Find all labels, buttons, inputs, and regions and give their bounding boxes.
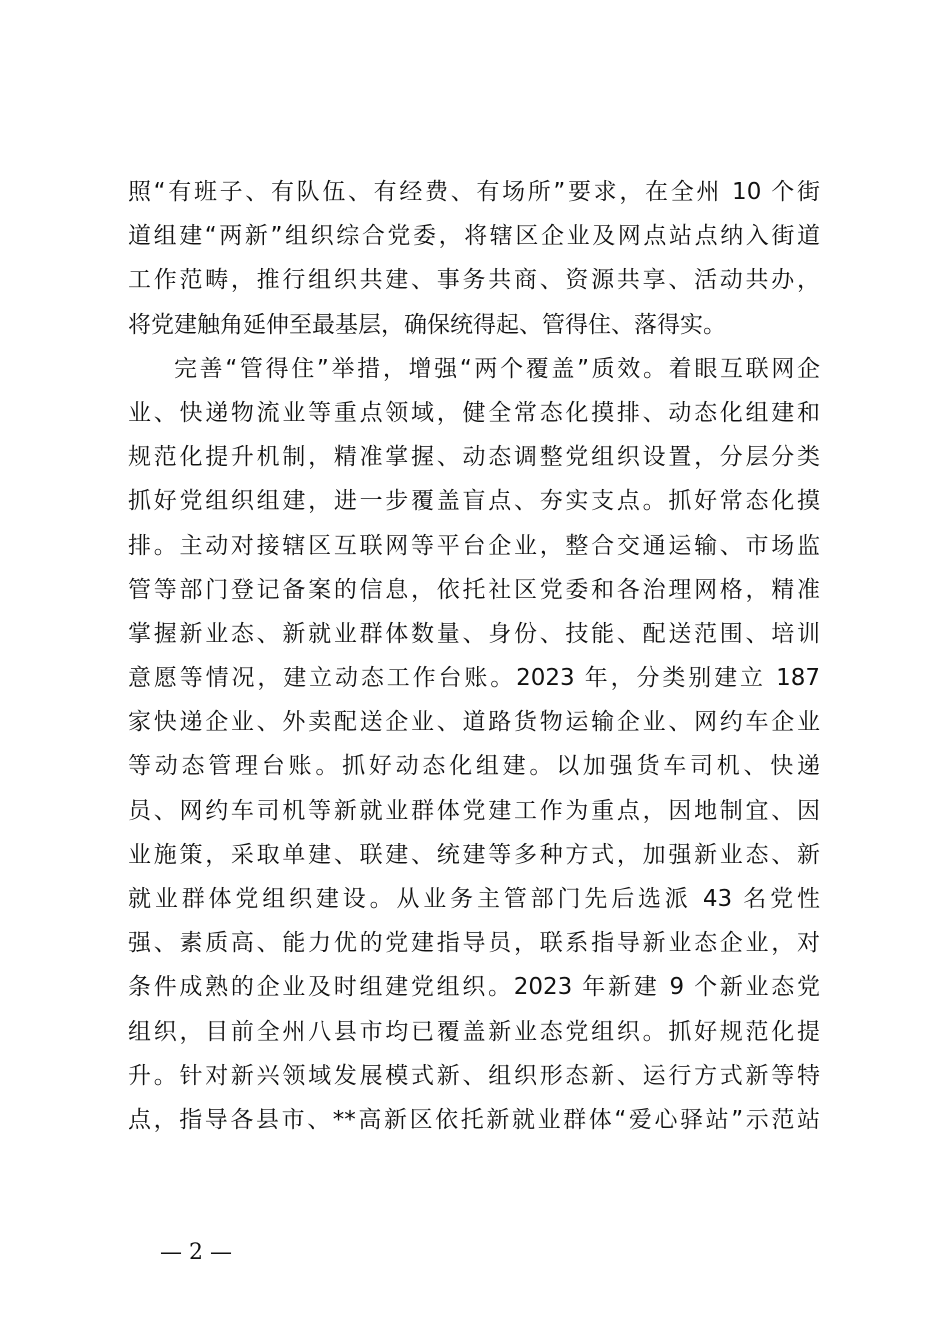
page-number: — 2 — (160, 1240, 232, 1265)
text-line: 员、网约车司机等新就业群体党建工作为重点，因地制宜、因 (128, 797, 820, 824)
text-line: 点，指导各县市、**高新区依托新就业群体“爱心驿站”示范站 (128, 1106, 820, 1133)
text-line: 组织，目前全州八县市均已覆盖新业态党组织。抓好规范化提 (128, 1018, 820, 1045)
text-line: 管等部门登记备案的信息，依托社区党委和各治理网格，精准 (128, 576, 820, 603)
paragraph (128, 170, 820, 347)
text-line: 等动态管理台账。抓好动态化组建。以加强货车司机、快递 (128, 753, 820, 780)
text-line: 排。主动对接辖区互联网等平台企业，整合交通运输、市场监 (128, 532, 820, 559)
text-line: 照“有班子、有队伍、有经费、有场所”要求，在全州 10 个街 (128, 179, 820, 205)
paragraph (128, 347, 820, 1142)
text-line: 掌握新业态、新就业群体数量、身份、技能、配送范围、培训 (128, 620, 820, 647)
text-line: 意愿等情况，建立动态工作台账。2023 年，分类别建立 187 (128, 665, 820, 692)
text-line: 完善“管得住”举措，增强“两个覆盖”质效。着眼互联网企 (174, 355, 820, 382)
text-line: 家快递企业、外卖配送企业、道路货物运输企业、网约车企业 (128, 709, 820, 736)
text-line: 业施策，采取单建、联建、统建等多种方式，加强新业态、新 (128, 841, 820, 868)
document-body (128, 170, 820, 1142)
text-line: 升。针对新兴领域发展模式新、组织形态新、运行方式新等特 (128, 1062, 820, 1089)
text-line: 抓好党组织组建，进一步覆盖盲点、夯实支点。抓好常态化摸 (128, 488, 820, 515)
text-line: 工作范畴，推行组织共建、事务共商、资源共享、活动共办， (128, 267, 820, 294)
text-line: 将党建触角延伸至最基层，确保统得起、管得住、落得实。 (128, 311, 726, 338)
text-line: 强、素质高、能力优的党建指导员，联系指导新业态企业，对 (128, 930, 820, 957)
text-line: 条件成熟的企业及时组建党组织。2023 年新建 9 个新业态党 (128, 974, 820, 1001)
text-line: 业、快递物流业等重点领域，健全常态化摸排、动态化组建和 (128, 399, 820, 426)
text-line: 规范化提升机制，精准掌握、动态调整党组织设置，分层分类 (128, 444, 820, 471)
text-line: 就业群体党组织建设。从业务主管部门先后选派 43 名党性 (128, 886, 820, 912)
text-line: 道组建“两新”组织综合党委，将辖区企业及网点站点纳入街道 (128, 223, 820, 250)
